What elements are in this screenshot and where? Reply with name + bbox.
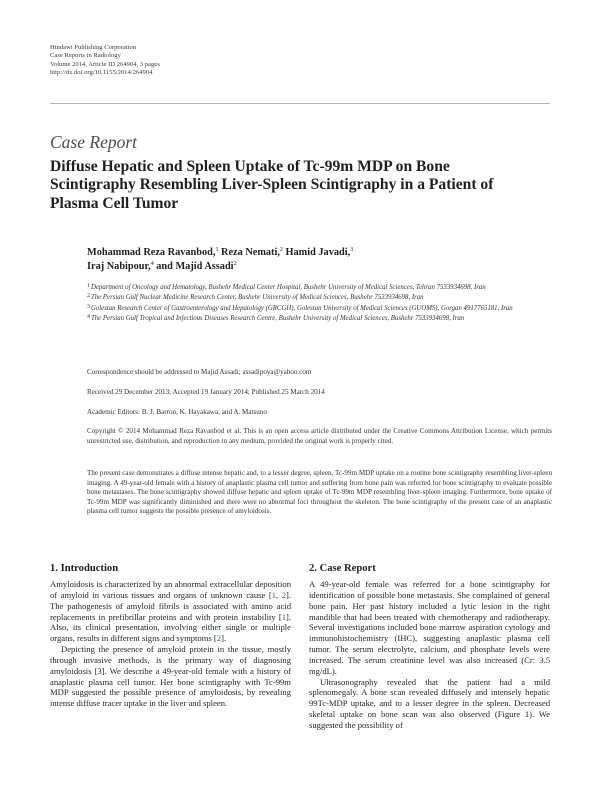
- author-name: Mohammad Reza Ravanbod,: [87, 247, 216, 258]
- citation-link[interactable]: 2: [216, 633, 222, 644]
- correspondence-line: Correspondence should be addressed to Majid Assadi; assadipoya@yahoo.com: [87, 368, 312, 376]
- author-name: Hamid Javadi,: [285, 247, 351, 258]
- author-affiliation-mark: 2: [279, 247, 283, 253]
- section-heading: 1. Introduction: [50, 563, 119, 574]
- journal-name: Case Reports in Radiology: [50, 52, 121, 60]
- author-name: Reza Nemati,: [221, 247, 280, 258]
- author-name: Iraj Nabipour,: [87, 261, 151, 273]
- copyright-notice: Copyright © 2014 Mohammad Reza Ravanbod et al. This is an open access article distributed under the Creative Commons Attribution License, which permits unrestricted use, distribution, and reproduction in any medium, provided the original work is properly cited.: [87, 427, 552, 445]
- body-paragraph: Amyloidosis is characterized by an abnormal extracellular deposition of amyloid in various tissues and organs of unknown cause [1, 2]. The pathogenesis of amyloid fibrils is associated with amino acid replacements in prefibrillar proteins and with protein instability [1]. Also, its clinical presentation, involving either single or multiple organs, results in different signs and symptoms [2].: [50, 579, 291, 644]
- author-list: [87, 246, 517, 275]
- article-title: Diffuse Hepatic and Spleen Uptake of Tc-99m MDP on Bone Scintigraphy Resembling Liver-Spleen Scintigraphy in a Patient of Plasma Cell Tumor: [50, 158, 494, 212]
- section-heading: 2. Case Report: [309, 563, 376, 574]
- affiliation-item: 3 Golestan Research Center of Gastroenterology and Hepatology (GRCGH), Golestan University of Medical Sciences (GUOMS), Gorgan 4917765181, Iran: [87, 303, 513, 312]
- publisher-name: Hindawi Publishing Corporation: [50, 44, 137, 51]
- citation-link[interactable]: 1: [271, 589, 277, 600]
- affiliation-item: 2 The Persian Gulf Nuclear Medicine Research Center, Bushehr University of Medical Sciences, Bushehr 7533934698, Iran: [87, 293, 424, 302]
- header-divider: [50, 103, 550, 104]
- doi-link[interactable]: http://dx.doi.org/10.1155/2014/264904: [50, 69, 153, 77]
- citation-link[interactable]: 1: [281, 611, 286, 622]
- abstract-text: The present case demonstrates a diffuse intense hepatic and, to a lesser degree, spleen, Tc-99m MDP uptake on a routine bone scintigraphy resembling liver-spleen imaging. A 49-year-old female with a history of anaplastic plasma cell tumor and suffering from bone pain was referred for bone scintigraphy to evaluate possible bone metastases. The bone scintigraphy showed diffuse hepatic and spleen uptake of Tc-99m MDP resembling liver-spleen imaging. Furthermore, bone uptake of Tc-99m MDP was significantly diminished and there were no abnormal foci throughout the skeleton. The bone scintigraphy of the present case of an anaplastic plasma cell tumor suggests the possible presence of amyloidosis.: [87, 469, 552, 515]
- case-report-section: [309, 563, 550, 731]
- publication-dates: Received 29 December 2013; Accepted 19 January 2014; Published 25 March 2014: [87, 388, 325, 396]
- author-name: and Majid Assadi: [156, 261, 234, 273]
- introduction-section: [50, 563, 291, 709]
- affiliation-list: [87, 283, 537, 324]
- volume-info: Volume 2014, Article ID 264904, 3 pages: [50, 60, 160, 68]
- author-affiliation-mark: 1: [215, 247, 219, 253]
- author-affiliation-mark: 4: [150, 261, 154, 268]
- affiliation-item: 4 The Persian Gulf Tropical and Infectious Diseases Research Centre, Bushehr University of Medical Sciences, Bushehr 7533934698, Iran: [87, 313, 465, 322]
- body-paragraph: A 49-year-old female was referred for a bone scintigraphy for identification of possible bone metastasis. She complained of general bone pain. Her past history included a lytic lesion in the right mandible that had been treated with chemotherapy and radiotherapy. Several investigations included bone marrow aspiration cytology and immunohistochemistry (IHC), suggesting anaplastic plasma cell tumor. The serum electrolyte, calcium, and phosphate levels were increased. The serum creatinine level was also increased (Cr: 3.5 mg/dL).: [309, 579, 550, 676]
- journal-header: [50, 44, 160, 78]
- academic-editors: Academic Editors: B. J. Barron, K. Hayakawa, and A. Matsuno: [87, 408, 267, 416]
- citation-link[interactable]: 2: [281, 589, 286, 600]
- affiliation-item: 1 Department of Oncology and Hematology, Bushehr Medical Center Hospital, Bushehr University of Medical Sciences, Tehran 7533934698, Iran: [87, 283, 486, 291]
- author-affiliation-mark: 3: [350, 247, 354, 253]
- author-affiliation-mark: 2: [233, 261, 237, 268]
- body-paragraph: Ultrasonography revealed that the patient had a mild splenomegaly. A bone scan revealed diffusely and intensely hepatic 99Tc-MDP uptake, and to a lesser degree in the spleen. Decreased skeletal uptake on bone scan was also observed (Figure 1). We suggested the possibility of: [309, 676, 550, 730]
- article-type-label: Case Report: [50, 132, 138, 152]
- body-paragraph: Depicting the presence of amyloid protein in the tissue, mostly through invasive methods, is the primary way of diagnosing amyloidosis [3]. We describe a 49-year-old female with a history of anaplastic plasma cell tumor. Her bone scintigraphy with Tc-99m MDP suggested the possible presence of amyloidosis, by revealing intense diffuse tracer uptake in the liver and spleen.: [50, 644, 291, 709]
